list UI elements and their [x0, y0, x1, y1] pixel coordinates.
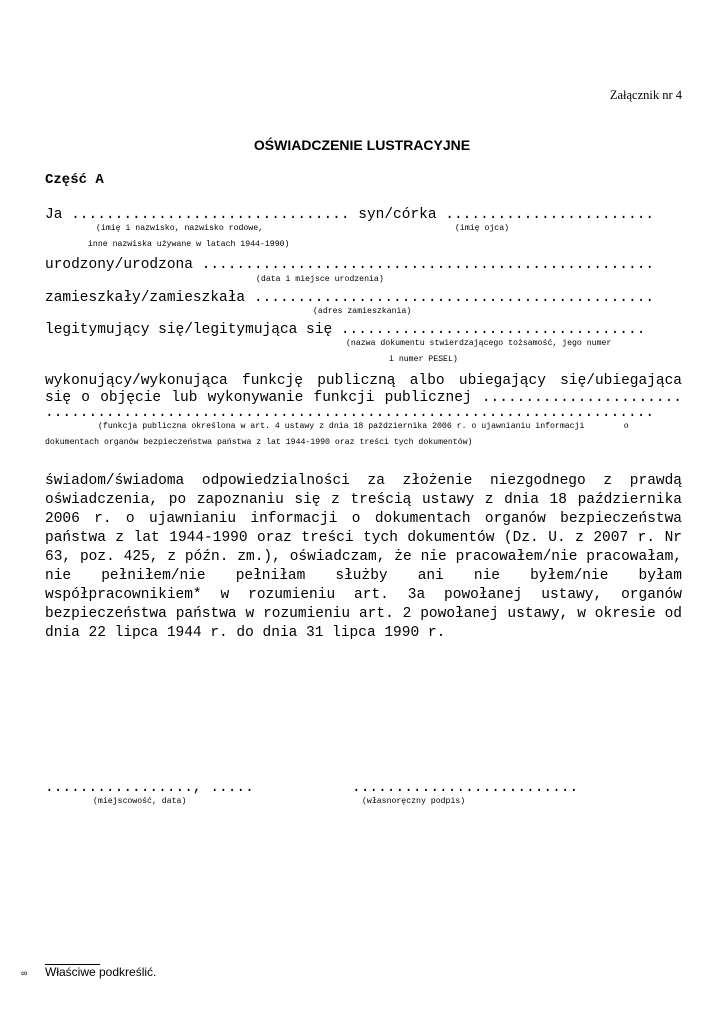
footnote-marker: ∞ — [21, 968, 28, 978]
id-line: legitymujący się/legitymująca się ................................... — [45, 322, 646, 338]
hint-function-1: (funkcja publiczna określona w art. 4 ustawy z dnia 18 października 2006 r. o ujawnianiu informacji o — [98, 422, 629, 431]
hint-address: (adres zamieszkania) — [313, 307, 412, 316]
function-line-3: ...................................................................... — [45, 405, 655, 421]
hint-pesel: i numer PESEL) — [389, 355, 458, 364]
signature-field: .......................... — [352, 780, 579, 796]
declaration-line: oświadczenia, po zapoznaniu się z treścią ustawy z dnia 18 października — [45, 492, 682, 508]
hint-function-2: dokumentach organów bezpieczeństwa państwa z lat 1944-1990 oraz treści tych dokumentów) — [45, 438, 473, 447]
declaration-line: państwa z lat 1944-1990 oraz treści tych dokumentów (Dz. U. z 2007 r. Nr — [45, 530, 682, 546]
hint-place-date: (miejscowość, data) — [93, 797, 187, 806]
declaration-line: bezpieczeństwa państwa w rozumieniu art. 2 powołanej ustawy, w okresie od — [45, 606, 682, 622]
declaration-line: dnia 22 lipca 1944 r. do dnia 31 lipca 1990 r. — [45, 625, 446, 641]
part-heading: Część A — [45, 172, 104, 188]
hint-signature: (własnoręczny podpis) — [362, 797, 466, 806]
function-line-2: się o objęcie lub wykonywanie funkcji publicznej ....................... — [45, 390, 682, 406]
annex-number: Załącznik nr 4 — [609, 88, 682, 102]
footnote-text: Właściwe podkreślić. — [45, 965, 157, 979]
hint-other-names: inne nazwiska używane w latach 1944-1990) — [88, 240, 290, 249]
declaration-line: współpracownikiem* w rozumieniu art. 3a powołanej ustawy, organów — [45, 587, 682, 603]
page-title: OŚWIADCZENIE LUSTRACYJNE — [253, 137, 471, 153]
declaration-line: 2006 r. o ujawnianiu informacji o dokumentach organów bezpieczeństwa — [45, 511, 682, 527]
declaration-line: 63, poz. 425, z późn. zm.), oświadczam, że nie pracowałem/nie pracowałam, — [45, 549, 682, 565]
residence-line: zamieszkały/zamieszkała .............................................. — [45, 290, 655, 306]
function-line-1: wykonujący/wykonująca funkcję publiczną albo ubiegający się/ubiegająca — [45, 373, 682, 389]
declaration-line: świadom/świadoma odpowiedzialności za złożenie niezgodnego z prawdą — [45, 473, 682, 489]
hint-born: (data i miejsce urodzenia) — [256, 275, 384, 284]
born-line: urodzony/urodzona .................................................... — [45, 257, 655, 273]
hint-father: (imię ojca) — [455, 224, 510, 233]
hint-name: (imię i nazwisko, nazwisko rodowe, — [96, 224, 264, 233]
hint-id-doc: (nazwa dokumentu stwierdzającego tożsamość, jego numer — [346, 339, 612, 348]
declaration-line: nie pełniłem/nie pełniłam służby ani nie byłem/nie byłam — [45, 568, 682, 584]
name-line: Ja ................................ syn/córka ........................ — [45, 207, 655, 223]
place-date-field: ................., ..... — [45, 780, 254, 796]
